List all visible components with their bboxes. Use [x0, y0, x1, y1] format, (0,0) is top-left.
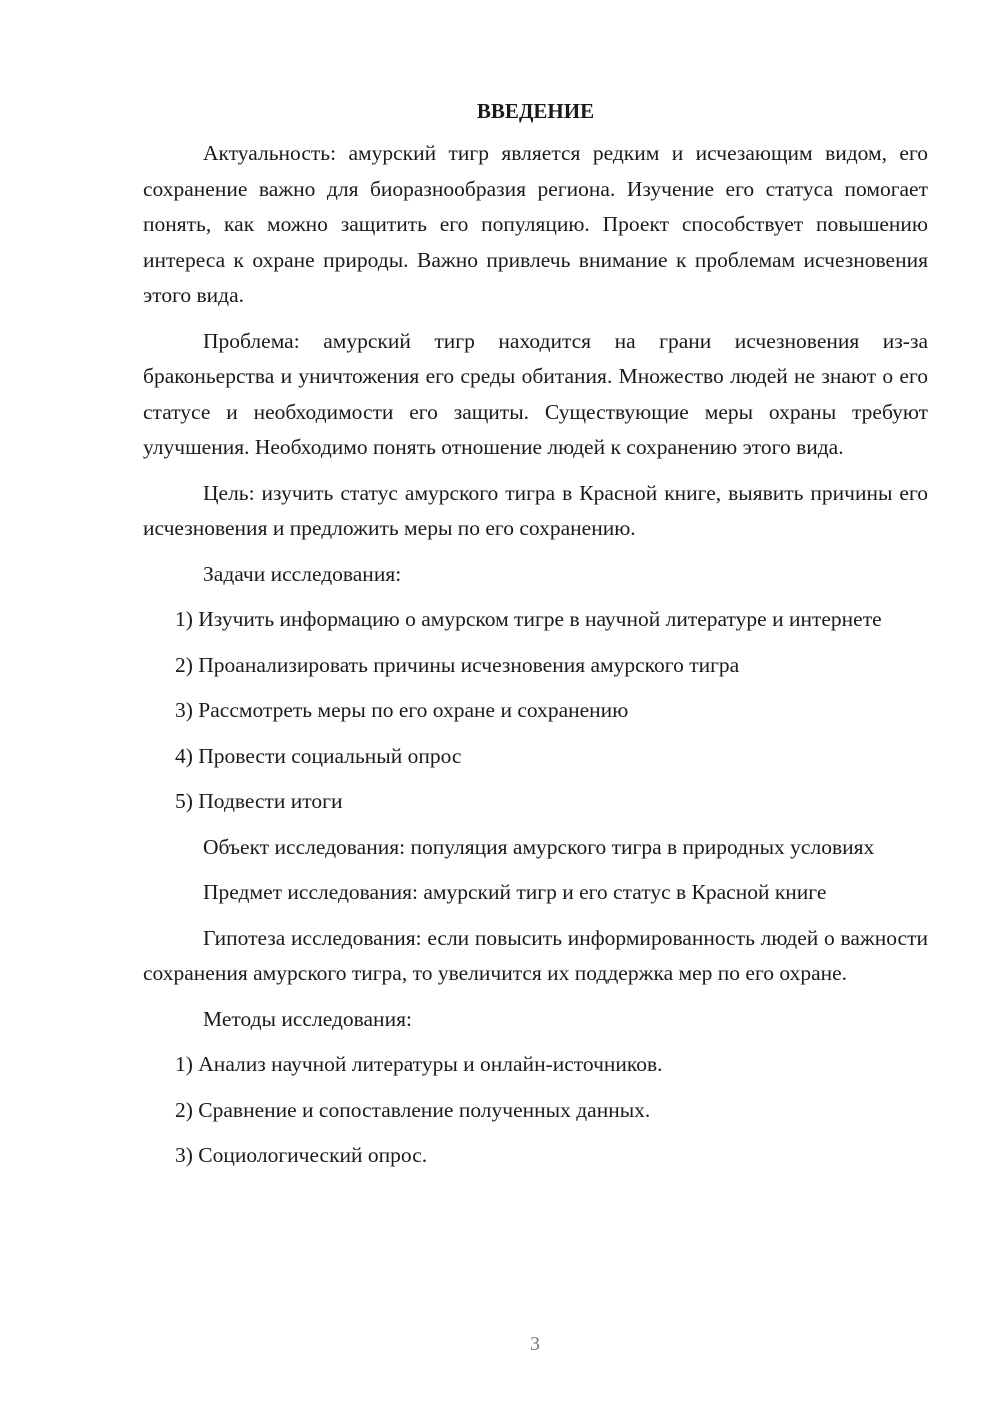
task-item: 4) Провести социальный опрос: [175, 743, 462, 768]
method-item: 3) Социологический опрос.: [175, 1143, 428, 1167]
tasks-label: Задачи исследования:: [203, 561, 402, 586]
section-heading: ВВЕДЕНИЕ: [476, 99, 595, 123]
task-item: 3) Рассмотреть меры по его охране и сохранению: [175, 698, 629, 722]
page-number: 3: [530, 1333, 540, 1355]
task-item: 2) Проанализировать причины исчезновения амурского тигра: [175, 652, 740, 677]
task-item: 5) Подвести итоги: [175, 789, 343, 813]
hypothesis-paragraph: Гипотеза исследования: если повысить информированность людей о важности сохранения амурского тигра, то увеличится их поддержка мер по его охране.: [143, 925, 928, 985]
subject-paragraph: Предмет исследования: амурский тигр и его статус в Красной книге: [203, 880, 827, 904]
relevance-paragraph: Актуальность: амурский тигр является редким и исчезающим видом, его сохранение важно для биоразнообразия региона. Изучение его статуса помогает понять, как можно защитить его популяцию. Проект способствует повышению интереса к охране природы. Важно привлечь внимание к проблемам исчезновения этого вида.: [143, 141, 928, 307]
methods-label: Методы исследования:: [203, 1006, 412, 1031]
method-item: 1) Анализ научной литературы и онлайн-источников.: [175, 1052, 663, 1076]
document-body: [143, 96, 928, 1184]
object-paragraph: Объект исследования: популяция амурского тигра в природных условиях: [203, 834, 875, 859]
task-item: 1) Изучить информацию о амурском тигре в научной литературе и интернете: [175, 607, 882, 631]
problem-paragraph: Проблема: амурский тигр находится на грани исчезновения из-за браконьерства и уничтожения его среды обитания. Множество людей не знают о его статусе и необходимости его защиты. Существующие меры охраны требуют улучшения. Необходимо понять отношение людей к сохранению этого вида.: [143, 328, 928, 459]
method-item: 2) Сравнение и сопоставление полученных данных.: [175, 1097, 651, 1122]
goal-paragraph: Цель: изучить статус амурского тигра в Красной книге, выявить причины его исчезновения и предложить меры по его сохранению.: [143, 480, 928, 540]
